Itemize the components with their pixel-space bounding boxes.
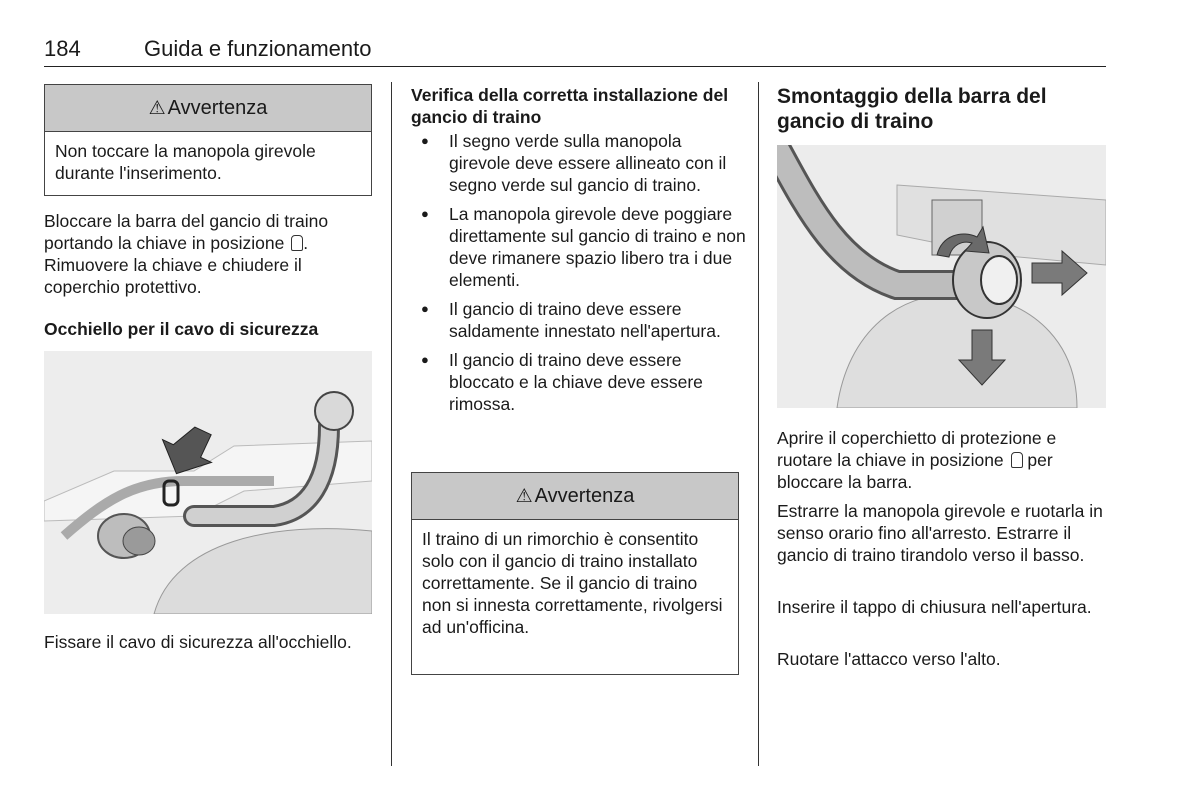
checklist-item: ● Il gancio di traino deve essere saldamente innestato nell'apertura. bbox=[411, 298, 746, 342]
column-divider bbox=[758, 82, 759, 766]
unlock-symbol-icon bbox=[1011, 452, 1023, 468]
tow-hook-eyelet-illustration bbox=[44, 351, 372, 614]
removal-step-2: Estrarre la manopola girevole e ruotarla in senso orario fino all'arresto. Estrarre il gancio di traino tirandolo verso il basso. bbox=[777, 501, 1103, 565]
page-header bbox=[44, 32, 1106, 67]
checklist-item: ● Il segno verde sulla manopola girevole deve essere allineato con il segno verde sul gancio di traino. bbox=[411, 130, 746, 196]
warning-text: Non toccare la manopola girevole durante l'inserimento. bbox=[55, 141, 316, 183]
page-number: 184 bbox=[44, 36, 81, 61]
warning-box bbox=[411, 472, 739, 675]
warning-header bbox=[412, 473, 738, 520]
warning-title: Avvertenza bbox=[534, 484, 635, 507]
checklist-item: ● La manopola girevole deve poggiare direttamente sul gancio di traino e non deve rimanere spazio libero tra i due elementi. bbox=[411, 203, 746, 291]
subheading-installation-check: Verifica della corretta installazione del gancio di traino bbox=[411, 85, 729, 127]
section-title: Guida e funzionamento bbox=[144, 36, 372, 61]
removal-step-4: Ruotare l'attacco verso l'alto. bbox=[777, 649, 1001, 669]
warning-text: Il traino di un rimorchio è consentito solo con il gancio di traino installato correttamente. Se il gancio di traino non si innesta correttamente, rivolgersi ad un'officina. bbox=[422, 529, 723, 637]
subheading-safety-cable: Occhiello per il cavo di sicurezza bbox=[44, 319, 319, 339]
column-divider bbox=[391, 82, 392, 766]
warning-triangle-icon: ⚠ bbox=[148, 97, 166, 119]
tow-bar-removal-illustration bbox=[777, 145, 1106, 408]
checklist bbox=[411, 130, 746, 422]
checklist-item: ● Il gancio di traino deve essere bloccato e la chiave deve essere rimossa. bbox=[411, 349, 746, 415]
heading-tow-bar-removal: Smontaggio della barra del gancio di traino bbox=[777, 85, 1047, 133]
lock-instruction: Bloccare la barra del gancio di traino portando la chiave in posizione . Rimuovere la chiave e chiudere il coperchio protettivo. bbox=[44, 211, 329, 297]
warning-triangle-icon: ⚠ bbox=[515, 485, 533, 507]
removal-step-1: Aprire il coperchietto di protezione e ruotare la chiave in posizione per bloccare la barra. bbox=[777, 428, 1057, 492]
lock-symbol-icon bbox=[291, 235, 303, 251]
removal-step-3: Inserire il tappo di chiusura nell'apertura. bbox=[777, 597, 1092, 617]
warning-box bbox=[44, 84, 372, 196]
warning-header bbox=[45, 85, 371, 132]
safety-cable-caption: Fissare il cavo di sicurezza all'occhiello. bbox=[44, 632, 352, 652]
warning-title: Avvertenza bbox=[167, 96, 268, 119]
